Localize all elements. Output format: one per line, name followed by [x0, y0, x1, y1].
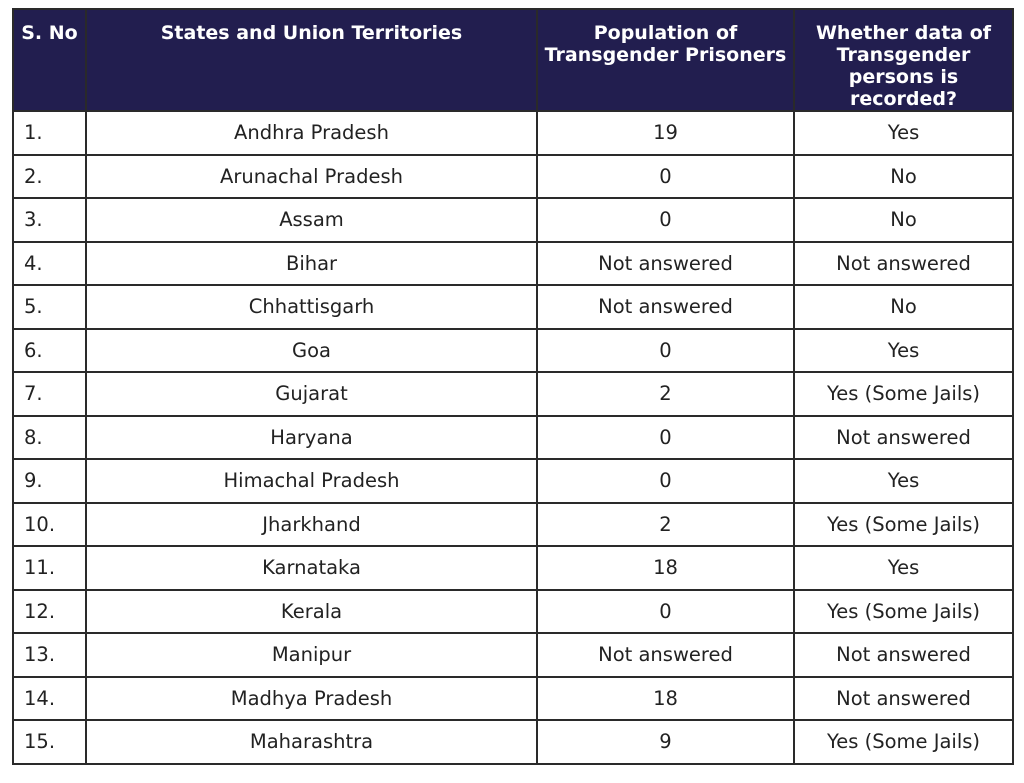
- table-row: [13, 242, 1013, 286]
- cell-state: Bihar: [86, 242, 537, 286]
- table-row: [13, 546, 1013, 590]
- table-row: [13, 416, 1013, 460]
- cell-population: 2: [537, 372, 794, 416]
- cell-sno: 14.: [13, 677, 86, 721]
- cell-population: 2: [537, 503, 794, 547]
- cell-state: Gujarat: [86, 372, 537, 416]
- table-container: [12, 8, 1012, 765]
- table-body: [13, 111, 1013, 764]
- cell-population: 0: [537, 155, 794, 199]
- table-row: [13, 459, 1013, 503]
- header-population: Population of Transgender Prisoners: [537, 9, 794, 111]
- table-row: [13, 633, 1013, 677]
- cell-state: Kerala: [86, 590, 537, 634]
- cell-population: 0: [537, 590, 794, 634]
- cell-sno: 13.: [13, 633, 86, 677]
- cell-sno: 8.: [13, 416, 86, 460]
- cell-recorded: Yes (Some Jails): [794, 503, 1013, 547]
- cell-population: 19: [537, 111, 794, 155]
- cell-state: Jharkhand: [86, 503, 537, 547]
- header-state: States and Union Territories: [86, 9, 537, 111]
- cell-recorded: Yes: [794, 459, 1013, 503]
- table-header-row: [13, 9, 1013, 111]
- cell-recorded: No: [794, 155, 1013, 199]
- cell-state: Maharashtra: [86, 720, 537, 764]
- cell-recorded: Yes: [794, 546, 1013, 590]
- table-row: [13, 285, 1013, 329]
- table-row: [13, 155, 1013, 199]
- cell-population: Not answered: [537, 285, 794, 329]
- transgender-prisoners-table: [12, 8, 1014, 765]
- cell-recorded: Yes (Some Jails): [794, 720, 1013, 764]
- cell-sno: 7.: [13, 372, 86, 416]
- table-row: [13, 372, 1013, 416]
- cell-population: 0: [537, 329, 794, 373]
- cell-recorded: Yes (Some Jails): [794, 590, 1013, 634]
- cell-sno: 12.: [13, 590, 86, 634]
- cell-sno: 2.: [13, 155, 86, 199]
- cell-recorded: Not answered: [794, 633, 1013, 677]
- cell-sno: 11.: [13, 546, 86, 590]
- cell-state: Andhra Pradesh: [86, 111, 537, 155]
- cell-sno: 15.: [13, 720, 86, 764]
- cell-state: Himachal Pradesh: [86, 459, 537, 503]
- header-sno: S. No: [13, 9, 86, 111]
- cell-sno: 9.: [13, 459, 86, 503]
- cell-population: 0: [537, 416, 794, 460]
- cell-recorded: No: [794, 285, 1013, 329]
- cell-population: 0: [537, 198, 794, 242]
- cell-population: 18: [537, 677, 794, 721]
- cell-state: Goa: [86, 329, 537, 373]
- cell-state: Haryana: [86, 416, 537, 460]
- cell-population: Not answered: [537, 633, 794, 677]
- cell-sno: 4.: [13, 242, 86, 286]
- cell-state: Madhya Pradesh: [86, 677, 537, 721]
- cell-state: Manipur: [86, 633, 537, 677]
- header-recorded: Whether data of Transgender persons is recorded?: [794, 9, 1013, 111]
- cell-population: 9: [537, 720, 794, 764]
- cell-state: Arunachal Pradesh: [86, 155, 537, 199]
- table-row: [13, 329, 1013, 373]
- cell-recorded: Not answered: [794, 416, 1013, 460]
- cell-recorded: No: [794, 198, 1013, 242]
- cell-population: 0: [537, 459, 794, 503]
- table-row: [13, 111, 1013, 155]
- cell-sno: 6.: [13, 329, 86, 373]
- cell-state: Karnataka: [86, 546, 537, 590]
- cell-population: Not answered: [537, 242, 794, 286]
- cell-sno: 10.: [13, 503, 86, 547]
- cell-sno: 5.: [13, 285, 86, 329]
- cell-state: Chhattisgarh: [86, 285, 537, 329]
- cell-sno: 3.: [13, 198, 86, 242]
- table-row: [13, 720, 1013, 764]
- table-row: [13, 503, 1013, 547]
- table-row: [13, 677, 1013, 721]
- cell-recorded: Yes: [794, 329, 1013, 373]
- cell-recorded: Not answered: [794, 677, 1013, 721]
- cell-sno: 1.: [13, 111, 86, 155]
- cell-state: Assam: [86, 198, 537, 242]
- cell-recorded: Yes (Some Jails): [794, 372, 1013, 416]
- cell-recorded: Not answered: [794, 242, 1013, 286]
- table-row: [13, 198, 1013, 242]
- cell-population: 18: [537, 546, 794, 590]
- cell-recorded: Yes: [794, 111, 1013, 155]
- table-row: [13, 590, 1013, 634]
